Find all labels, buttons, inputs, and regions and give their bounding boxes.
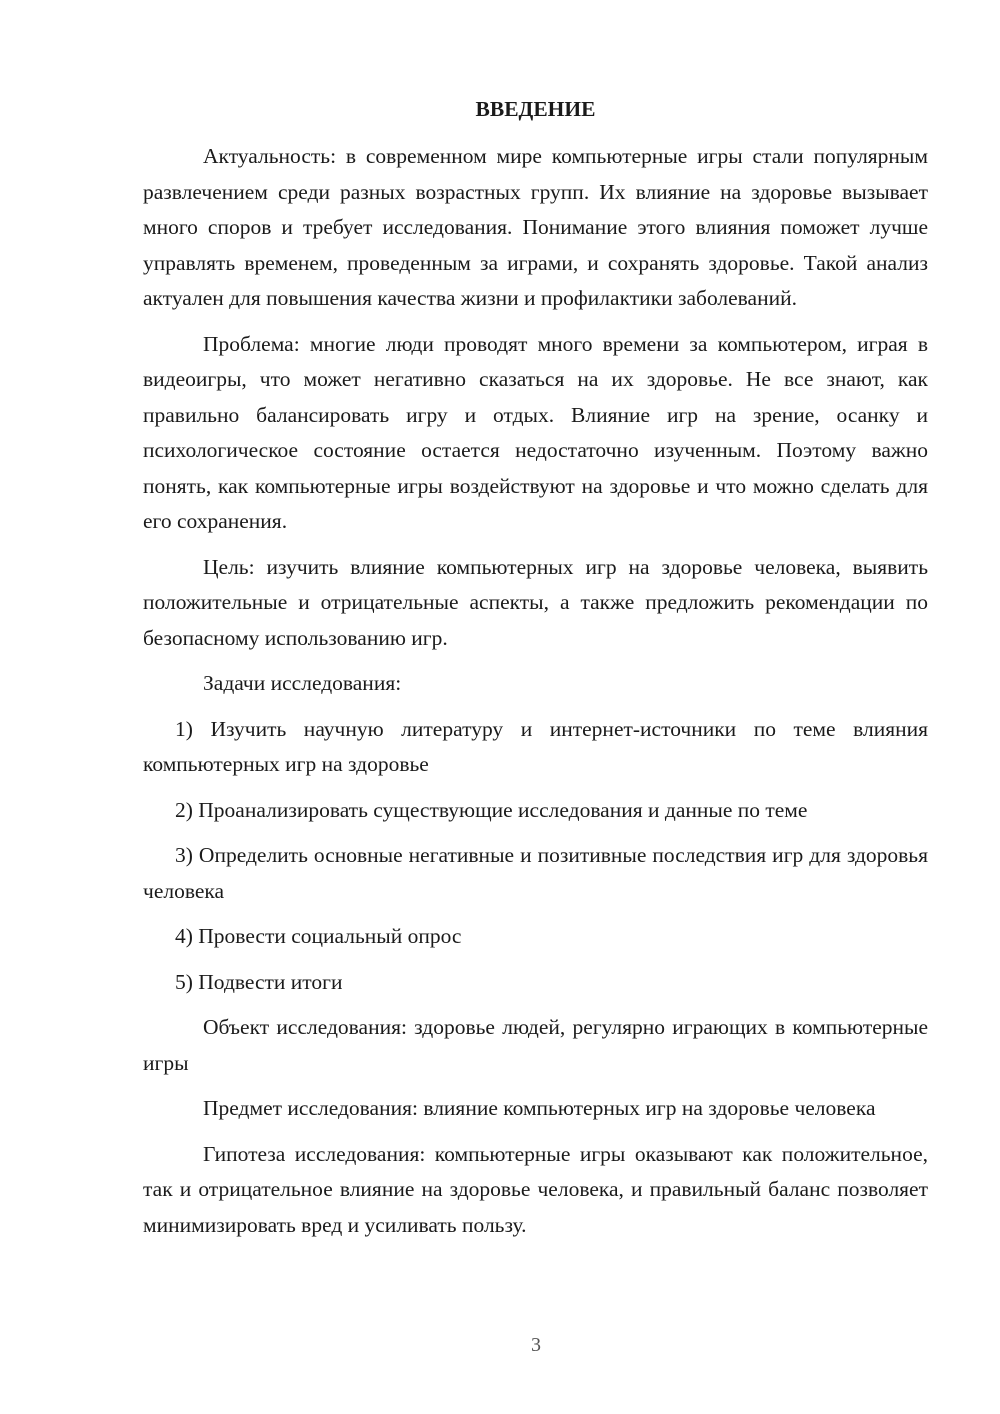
paragraph-goal: Цель: изучить влияние компьютерных игр на здоровье человека, выявить положительные и отрицательные аспекты, а также предложить рекомендации по безопасному использованию игр.	[143, 554, 928, 650]
paragraph-relevance: Актуальность: в современном мире компьютерные игры стали популярным развлечением среди разных возрастных групп. Их влияние на здоровье вызывает много споров и требует исследования. Понимание этого влияния поможет лучше управлять временем, проведенным за играми, и сохранять здоровье. Такой анализ актуален для повышения качества жизни и профилактики заболеваний.	[143, 144, 928, 310]
paragraph-hypothesis: Гипотеза исследования: компьютерные игры оказывают как положительное, так и отрицательное влияние на здоровье человека, и правильный баланс позволяет минимизировать вред и усиливать пользу.	[143, 1141, 928, 1237]
section-title: ВВЕДЕНИЕ	[475, 97, 596, 121]
document-page	[143, 92, 928, 1243]
paragraph-subject: Предмет исследования: влияние компьютерных игр на здоровье человека	[203, 1096, 876, 1120]
paragraph-problem: Проблема: многие люди проводят много времени за компьютером, играя в видеоигры, что может негативно сказаться на их здоровье. Не все знают, как правильно балансировать игру и отдых. Влияние игр на зрение, осанку и психологическое состояние остается недостаточно изученным. Поэтому важно понять, как компьютерные игры воздействуют на здоровье и что можно сделать для его сохранения.	[143, 331, 928, 533]
task-item-3: 3) Определить основные негативные и позитивные последствия игр для здоровья человека	[143, 843, 928, 903]
task-item-2: 2) Проанализировать существующие исследования и данные по теме	[175, 797, 808, 822]
task-item-1: 1) Изучить научную литературу и интернет-источники по теме влияния компьютерных игр на здоровье	[143, 716, 928, 776]
paragraph-object: Объект исследования: здоровье людей, регулярно играющих в компьютерные игры	[143, 1015, 928, 1075]
page-number: 3	[531, 1334, 541, 1356]
task-item-5: 5) Подвести итоги	[175, 969, 343, 994]
paragraph-tasks-heading: Задачи исследования:	[203, 671, 402, 695]
task-item-4: 4) Провести социальный опрос	[175, 924, 462, 948]
